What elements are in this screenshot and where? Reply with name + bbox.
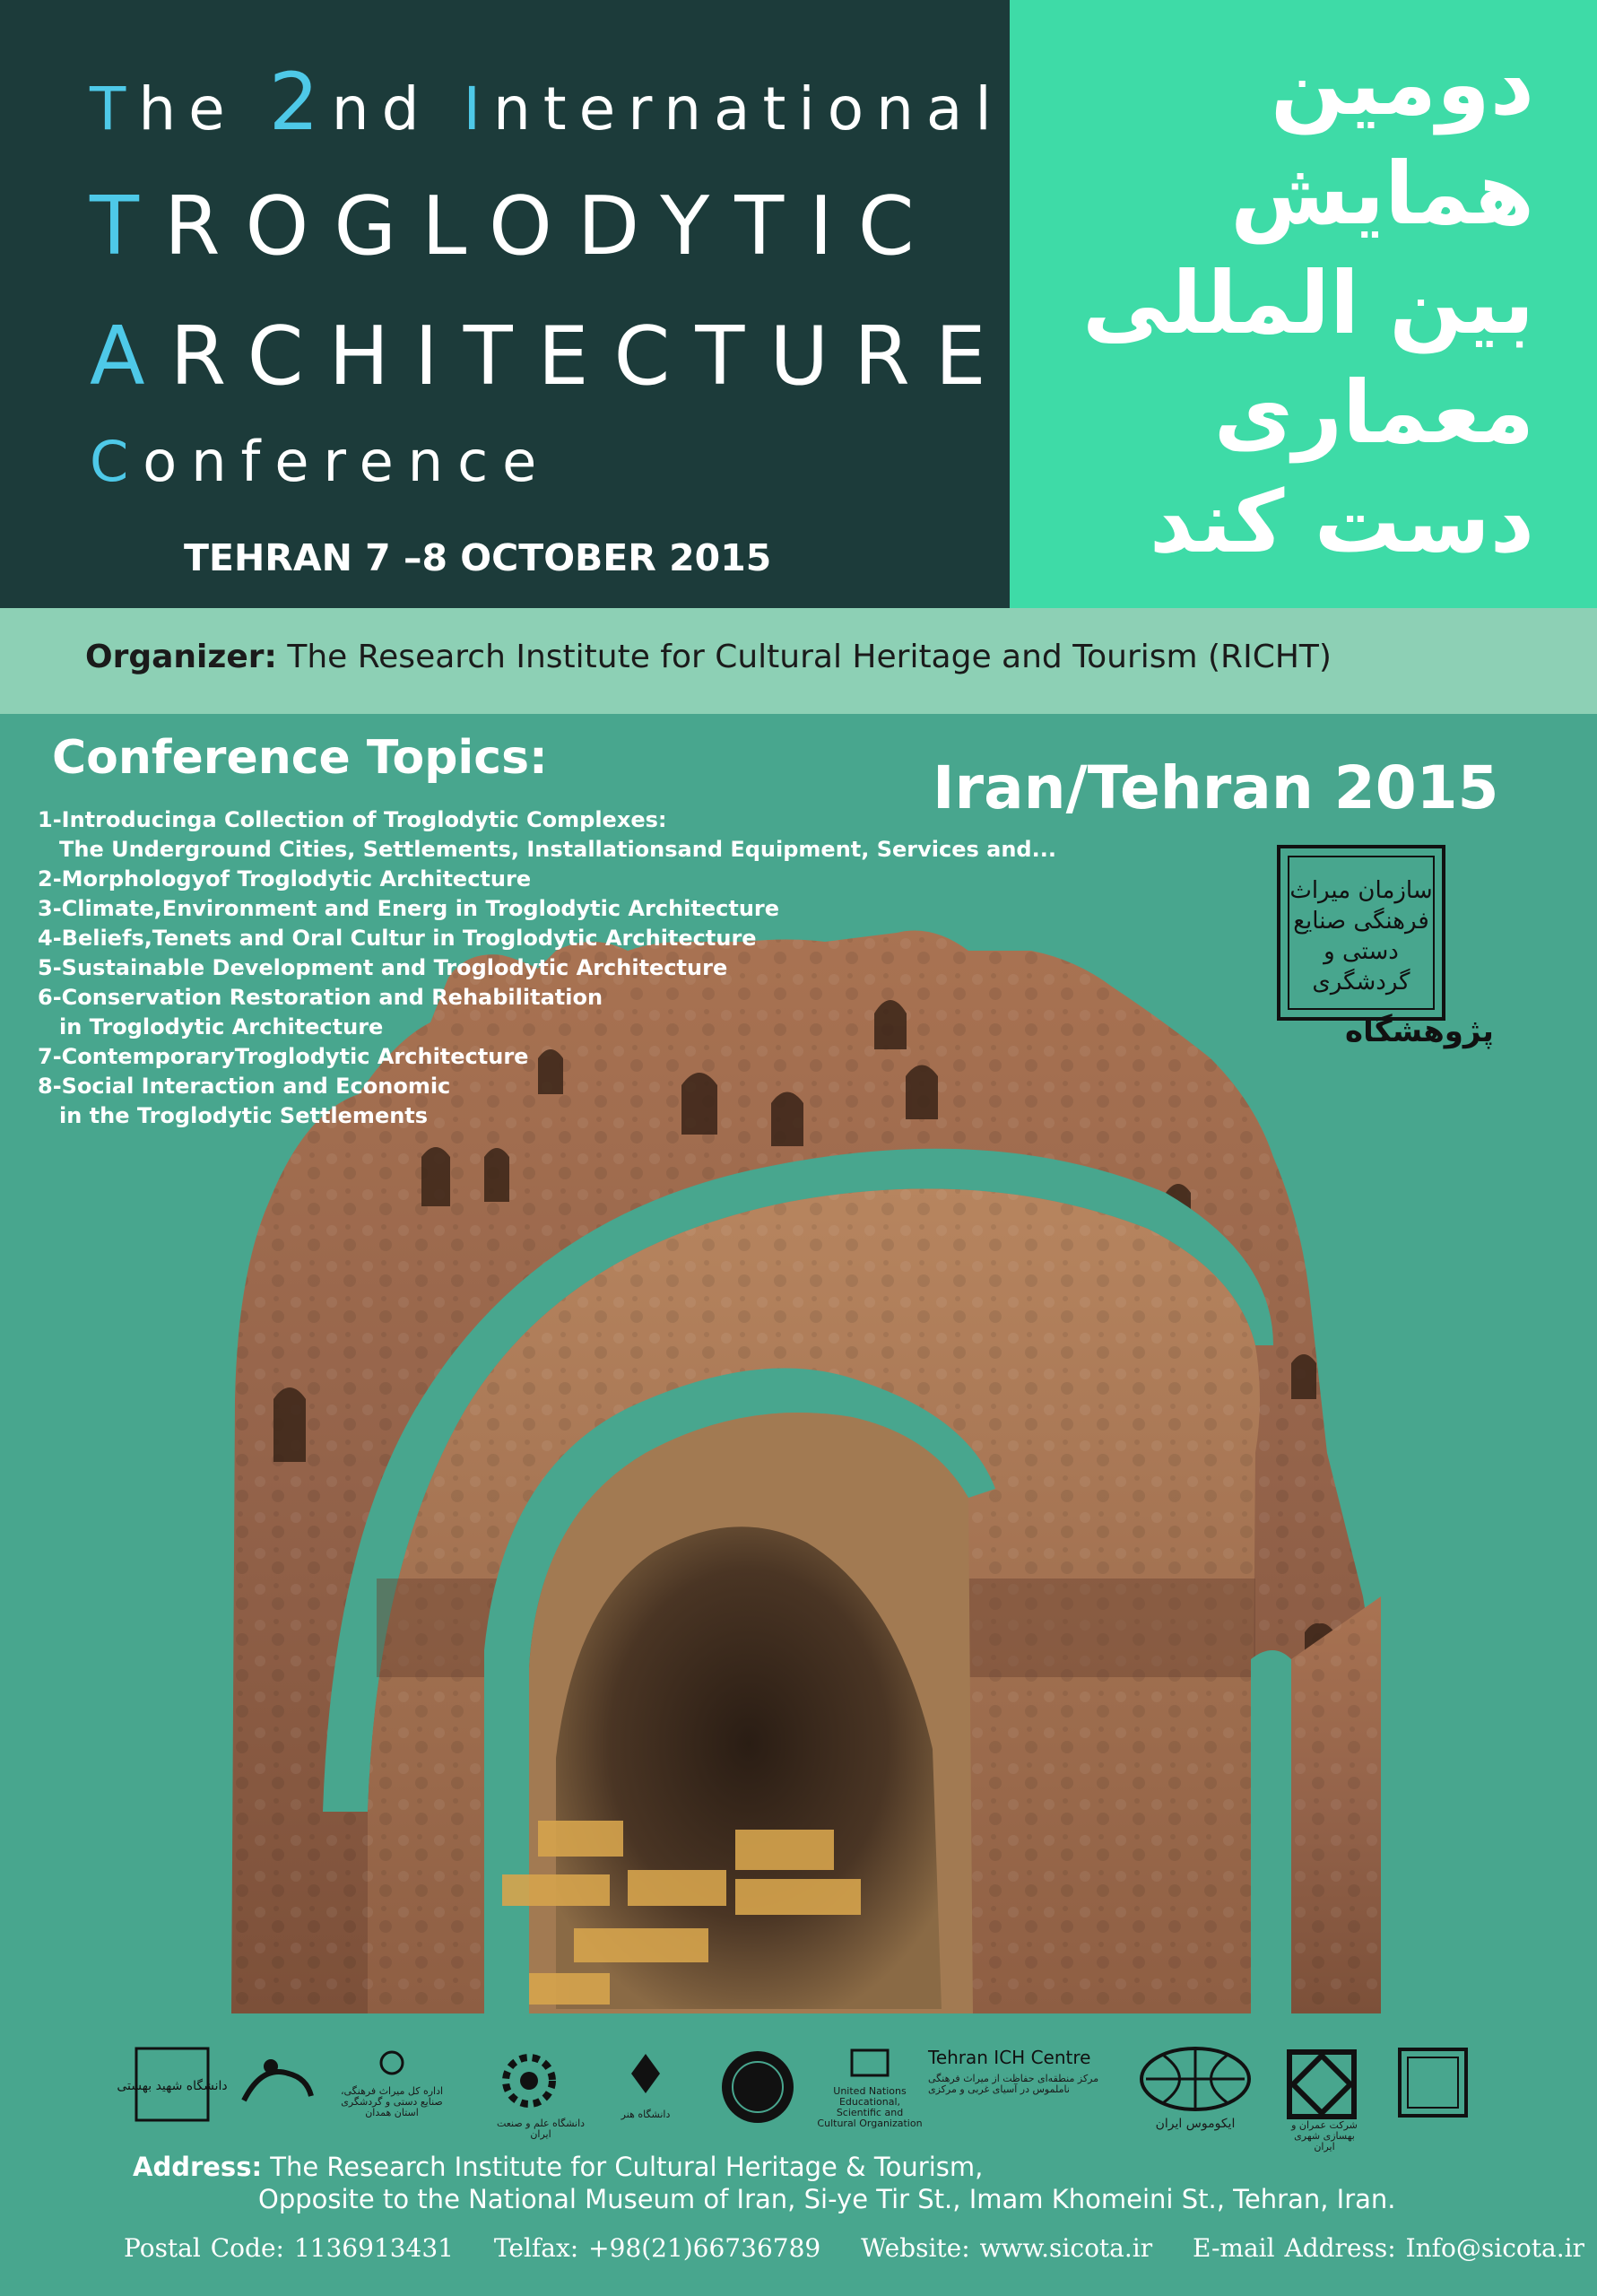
logo-calligraphy: سازمان میراث فرهنگی صنایع دستی و گردشگری [1289,877,1433,996]
sponsor-logo-icomos [1137,2043,1254,2129]
sponsor-label: دانشگاه شهید بهشتی [117,2079,228,2093]
sponsor-logo-urban-development [1284,2047,1365,2152]
topic-item: 3-Climate,Environment and Energ in Troglodytic Architecture [38,896,780,921]
sponsor-label: اداره کل میراث فرهنگی، صنایع دستی و گردشگری استان همدان [340,2085,444,2118]
website-link[interactable]: Website: www.sicota.ir [861,2233,1153,2263]
topic-item: 5-Sustainable Development and Troglodytic Architecture [38,955,728,980]
sponsor-logo-ich [928,2047,1121,2095]
persian-title-line: معماری [1213,362,1534,463]
sponsor-label: Tehran ICH Centre [928,2047,1091,2068]
title-text: nternational [492,74,1004,144]
topic-item: in Troglodytic Architecture [59,1014,384,1039]
email-link[interactable]: E-mail Address: Info@sicota.ir [1193,2233,1584,2263]
topic-item: 8-Social Interaction and Economic [38,1074,451,1099]
title-number: 2 [268,56,332,148]
address-line-1 [133,2151,1396,2183]
topics-title: Conference Topics: [52,731,548,785]
sponsor-label: دانشگاه علم و صنعت ایران [496,2118,586,2140]
sponsor-label: ایکوموس ایران [1155,2117,1236,2131]
title-text: he [138,74,269,144]
address-text: The Research Institute for Cultural Heritage & Tourism, [262,2152,984,2182]
sponsor-logo-richt [1397,2047,1469,2126]
persian-title-line: دومین [1271,34,1534,135]
sponsor-label: شرکت عمران و بهسازی شهری ایران [1291,2119,1358,2152]
address-block [133,2151,1396,2215]
title-text: nd [331,74,464,144]
topics-list [38,805,1056,1131]
topic-item: 4-Beliefs,Tenets and Oral Cultur in Troglodytic Architecture [38,926,757,951]
persian-title-line: بین المللی [1082,253,1534,353]
sponsor-label: United Nations Educational, Scientific and Cultural Organization [817,2085,923,2129]
title-text: onference [143,429,551,494]
sponsor-logo-sbu [117,2047,228,2126]
persian-title-line: دست کند [1149,472,1534,572]
topic-item: 7-ContemporaryTroglodytic Architecture [38,1044,529,1069]
title-initial: C [90,429,143,494]
sponsor-logo-hamedan [334,2047,450,2118]
title-initial: T [90,74,139,144]
title-initial: A [90,309,170,404]
postal-code: Postal Code: 1136913431 [124,2233,454,2263]
sponsor-label: دانشگاه هنر [621,2109,671,2120]
topic-item: 6-Conservation Restoration and Rehabilitation [38,985,603,1010]
topic-item: The Underground Cities, Settlements, Installationsand Equipment, Services and... [59,837,1056,862]
sponsor-logo-art-university [610,2047,681,2120]
topic-item: 2-Morphologyof Troglodytic Architecture [38,866,532,891]
sponsor-label: مرکز منطقه‌ای حفاظت از میراث فرهنگی ناملموس در آسیای غربی و مرکزی [928,2073,1099,2095]
sponsor-logo-2 [235,2047,316,2122]
organizer-name: The Research Institute for Cultural Heritage and Tourism (RICHT) [276,639,1332,675]
address-line-2: Opposite to the National Museum of Iran, Si-ye Tir St., Imam Khomeini St., Tehran, Iran. [258,2184,1396,2214]
title-text: RCHITECTURE [169,309,1011,404]
location-year: Iran/Tehran 2015 [933,753,1499,822]
persian-title-line: همایش [1230,144,1534,244]
telfax[interactable]: Telfax: +98(21)66736789 [493,2233,821,2263]
title-text: ROGLODYTIC [163,179,940,274]
contact-footer [124,2233,1584,2263]
conference-date: TEHRAN 7 –8 OCTOBER 2015 [184,536,772,579]
sponsor-logo-tehran-university [717,2047,798,2131]
sponsor-logo-iust [491,2047,590,2140]
logo-subtitle: پژوهشگاه [1345,1013,1494,1049]
topic-item: in the Troglodytic Settlements [59,1103,429,1128]
title-initial: T [90,179,164,274]
organizer-label: Organizer: [85,639,277,675]
sponsor-logo-unesco [816,2047,924,2129]
address-label: Address: [133,2152,263,2182]
topic-item: 1-Introducinga Collection of Troglodytic Complexes: [38,807,667,832]
title-initial: I [463,74,493,144]
